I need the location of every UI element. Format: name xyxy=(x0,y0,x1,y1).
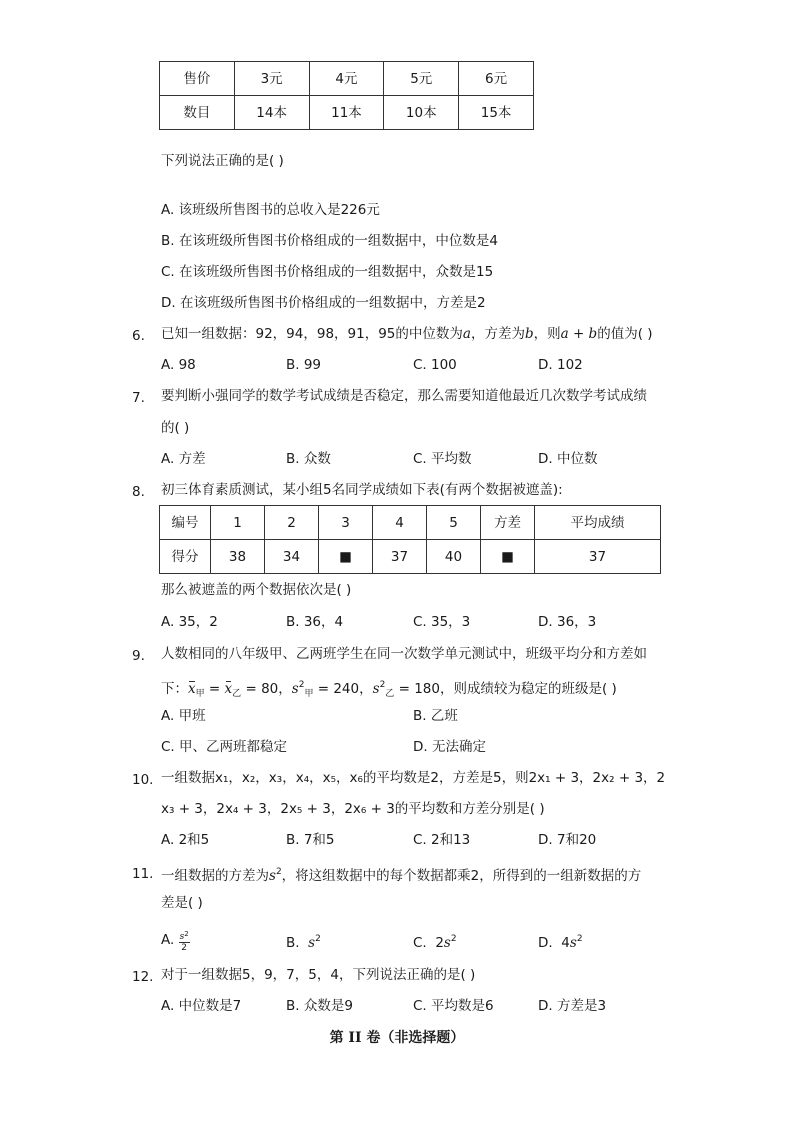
question-number: 9. xyxy=(132,648,145,664)
question-number: 6. xyxy=(132,328,145,344)
table-cell: 40 xyxy=(427,540,481,574)
table-cell: 4元 xyxy=(309,62,384,96)
stem-text: = 80， xyxy=(241,681,292,697)
variance-symbol: s xyxy=(569,935,577,951)
stem-text: = 180，则成绩较为稳定的班级是( ) xyxy=(394,681,617,697)
superscript: 2 xyxy=(576,934,583,944)
option-b: B. 众数是9 xyxy=(286,998,353,1014)
question-stem: 对于一组数据5，9，7，5，4，下列说法正确的是( ) xyxy=(161,967,476,983)
variance-symbol: s xyxy=(179,932,185,942)
option-a: A. 中位数是7 xyxy=(161,998,242,1014)
option-a xyxy=(161,929,190,953)
mean-symbol: x xyxy=(224,681,233,697)
question-stem: 的( ) xyxy=(161,420,190,436)
option-d: D. 中位数 xyxy=(538,451,598,467)
option-label: C. xyxy=(413,935,427,951)
table-cell: 38 xyxy=(211,540,265,574)
table-cell: 5 xyxy=(427,506,481,540)
option-d: D. 方差是3 xyxy=(538,998,607,1014)
question-number: 11. xyxy=(132,866,154,882)
coefficient: 2 xyxy=(435,935,444,951)
question-number: 10. xyxy=(132,772,154,788)
superscript: 2 xyxy=(184,930,189,938)
option-c: C. 平均数 xyxy=(413,451,472,467)
subscript: 甲 xyxy=(304,689,314,699)
stem-text: = 240， xyxy=(313,681,373,697)
option-b: B. 99 xyxy=(286,357,322,373)
option-c xyxy=(413,929,457,953)
table-cell: 2 xyxy=(265,506,319,540)
table-cell: 数目 xyxy=(160,96,235,130)
covered-cell: ■ xyxy=(319,540,373,574)
option-c: C. 2和13 xyxy=(413,832,471,848)
option-c: C. 在该班级所售图书价格组成的一组数据中，众数是15 xyxy=(161,264,494,280)
subscript: 甲 xyxy=(195,689,205,699)
option-d: D. 7和20 xyxy=(538,832,597,848)
option-c: C. 甲、乙两班都稳定 xyxy=(161,739,288,755)
stem-text: ，将这组数据中的每个数据都乘2，所得到的一组新数据的方 xyxy=(281,868,642,884)
question-stem: 初三体育素质测试，某小组5名同学成绩如下表(有两个数据被遮盖): xyxy=(161,482,563,498)
table-cell: 5元 xyxy=(384,62,459,96)
table-cell: 4 xyxy=(373,506,427,540)
option-b: B. 7和5 xyxy=(286,832,335,848)
table-cell: 37 xyxy=(373,540,427,574)
price-table xyxy=(159,61,534,130)
option-c: C. 100 xyxy=(413,357,457,373)
subscript: 乙 xyxy=(385,689,395,699)
question-stem xyxy=(161,862,641,886)
stem-text: 下： xyxy=(161,681,188,697)
expr: a + b xyxy=(560,326,598,342)
option-d: D. 36，3 xyxy=(538,614,597,630)
option-c: C. 35，3 xyxy=(413,614,471,630)
table-cell: 10本 xyxy=(384,96,459,130)
option-label: A. xyxy=(161,932,175,948)
table-cell: 编号 xyxy=(160,506,211,540)
stem-text: 已知一组数据：92，94，98，91，95的中位数为 xyxy=(161,326,463,342)
denominator: 2 xyxy=(181,943,187,953)
option-b: B. 众数 xyxy=(286,451,331,467)
score-table xyxy=(159,505,661,574)
option-b: B. 36，4 xyxy=(286,614,344,630)
option-a: A. 98 xyxy=(161,357,196,373)
question-stem: x₃ + 3，2x₄ + 3，2x₅ + 3，2x₆ + 3的平均数和方差分别是( ) xyxy=(161,801,545,817)
table-cell: 售价 xyxy=(160,62,235,96)
stem-text: 的值为( ) xyxy=(597,326,653,342)
superscript: 2 xyxy=(298,680,305,690)
question-number: 8. xyxy=(132,484,145,500)
stem-text: ，方差为 xyxy=(470,326,525,342)
option-a: A. 2和5 xyxy=(161,832,210,848)
question-stem: 下列说法正确的是( ) xyxy=(161,153,284,169)
variance-symbol: s xyxy=(443,935,451,951)
superscript: 2 xyxy=(379,680,386,690)
option-b xyxy=(286,929,321,953)
table-cell: 3元 xyxy=(234,62,309,96)
coefficient: 4 xyxy=(561,935,570,951)
option-a: A. 甲班 xyxy=(161,708,206,724)
variance-symbol: s xyxy=(291,681,299,697)
section-heading: 第 II 卷（非选择题） xyxy=(329,1030,465,1046)
option-a: A. 该班级所售图书的总收入是226元 xyxy=(161,202,380,218)
fraction xyxy=(179,929,190,953)
variance-symbol: s xyxy=(308,935,316,951)
table-cell: 37 xyxy=(535,540,661,574)
var-b: b xyxy=(524,326,534,342)
option-label: B. xyxy=(286,935,300,951)
option-d: D. 102 xyxy=(538,357,583,373)
option-b: B. 在该班级所售图书价格组成的一组数据中，中位数是4 xyxy=(161,233,498,249)
question-number: 7. xyxy=(132,390,145,406)
variance-symbol: s xyxy=(372,681,380,697)
table-cell: 得分 xyxy=(160,540,211,574)
table-cell: 34 xyxy=(265,540,319,574)
table-cell: 方差 xyxy=(481,506,535,540)
superscript: 2 xyxy=(315,934,321,944)
variance-symbol: s xyxy=(269,868,276,884)
question-stem: 那么被遮盖的两个数据依次是( ) xyxy=(161,582,352,598)
table-cell: 15本 xyxy=(459,96,534,130)
question-stem: 差是( ) xyxy=(161,895,203,911)
superscript: 2 xyxy=(450,934,457,944)
stem-text: ，则 xyxy=(533,326,561,342)
option-d: D. 在该班级所售图书价格组成的一组数据中，方差是2 xyxy=(161,295,486,311)
question-stem xyxy=(161,324,653,344)
question-stem: 要判断小强同学的数学考试成绩是否稳定，那么需要知道他最近几次数学考试成绩 xyxy=(161,388,647,404)
table-cell: 6元 xyxy=(459,62,534,96)
mean-symbol: x xyxy=(188,681,196,697)
table-cell: 11本 xyxy=(309,96,384,130)
stem-text: 一组数据的方差为 xyxy=(161,868,269,884)
option-c: C. 平均数是6 xyxy=(413,998,494,1014)
table-cell: 3 xyxy=(319,506,373,540)
question-stem xyxy=(161,675,617,704)
stem-text: = xyxy=(204,681,225,697)
option-d: D. 无法确定 xyxy=(413,739,486,755)
subscript: 乙 xyxy=(232,689,242,699)
table-cell: 14本 xyxy=(234,96,309,130)
superscript: 2 xyxy=(275,867,282,877)
table-cell: 平均成绩 xyxy=(535,506,661,540)
question-number: 12. xyxy=(132,969,154,985)
covered-cell: ■ xyxy=(481,540,535,574)
option-label: D. xyxy=(538,935,553,951)
var-a: a xyxy=(462,326,471,342)
option-d xyxy=(538,929,583,953)
question-stem: 一组数据x₁，x₂，x₃，x₄，x₅，x₆的平均数是2，方差是5，则2x₁ + 3，2x₂ + 3，2 xyxy=(161,770,666,786)
option-a: A. 35，2 xyxy=(161,614,218,630)
table-cell: 1 xyxy=(211,506,265,540)
option-a: A. 方差 xyxy=(161,451,206,467)
option-b: B. 乙班 xyxy=(413,708,458,724)
question-stem: 人数相同的八年级甲、乙两班学生在同一次数学单元测试中，班级平均分和方差如 xyxy=(161,646,647,662)
